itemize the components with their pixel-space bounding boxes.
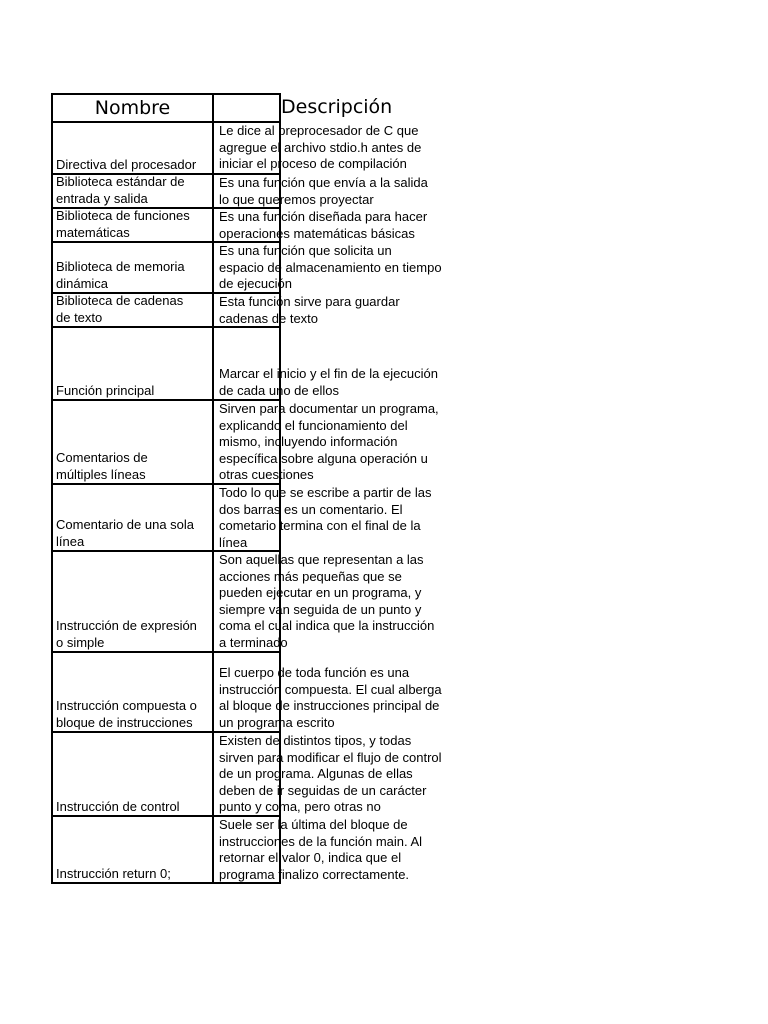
spreadsheet-table	[51, 93, 442, 884]
table-row	[51, 243, 442, 294]
row-description: Suele ser la última del bloque de instrucciones de la función main. Al retornar el valor 0, indica que el programa finalizo correctamente.	[219, 817, 423, 882]
table-header-row	[51, 93, 393, 123]
row-name-text: Comentarios de múltiples líneas	[56, 450, 148, 482]
row-name	[53, 123, 214, 173]
row-description: Son aquellas que representan a las acciones más pequeñas que se pueden ejecutar en un programa, y siempre van seguida de un punto y coma el cual indica que la instrucción a terminado	[219, 552, 435, 650]
table-row	[51, 485, 432, 552]
row-name	[53, 294, 214, 326]
row-name-text: Biblioteca de memoria dinámica	[56, 259, 185, 291]
table-row	[51, 123, 422, 175]
table-row	[51, 401, 439, 485]
row-description: El cuerpo de toda función es una instrucción compuesta. El cual alberga al bloque de instrucciones principal de un programa escrito	[219, 665, 442, 730]
row-name	[53, 175, 214, 207]
row-name	[53, 817, 214, 882]
row-description: Es una función que solicita un espacio de almacenamiento en tiempo de ejecución	[219, 243, 442, 291]
row-name-text: Comentario de una sola línea	[56, 517, 195, 549]
row-name	[53, 243, 214, 292]
row-name-text: Instrucción de control	[56, 798, 180, 814]
row-name-text: Función principal	[56, 382, 155, 398]
table-row	[51, 328, 438, 401]
row-description: Todo lo que se escribe a partir de las dos barras es un comentario. El cometario termina con el final de la línea	[219, 485, 432, 550]
row-name-text: Biblioteca estándar de entrada y salida	[56, 174, 185, 206]
header-description: Descripción	[281, 96, 393, 118]
row-name-text: Directiva del procesador	[56, 156, 197, 172]
table-row	[51, 733, 442, 817]
table-row	[51, 817, 423, 884]
row-name	[53, 209, 214, 241]
table-row	[51, 293, 400, 328]
row-name	[53, 401, 214, 483]
row-description: Le dice al preprocesador de C que agregue el archivo stdio.h antes de iniciar el proceso de compilación	[219, 123, 422, 171]
row-name-text: Instrucción compuesta o bloque de instrucciones	[56, 698, 197, 730]
row-description: Es una función que envía a la salida lo que queremos proyectar	[219, 175, 428, 207]
row-name	[53, 328, 214, 399]
row-description: Es una función diseñada para hacer operaciones matemáticas básicas	[219, 209, 428, 241]
table-row	[51, 208, 428, 243]
table-row	[51, 653, 442, 733]
row-description: Marcar el inicio y el fin de la ejecución de cada uno de ellos	[219, 366, 438, 398]
row-name	[53, 552, 214, 651]
row-name	[53, 653, 214, 731]
row-name-text: Biblioteca de funciones matemáticas	[56, 208, 190, 240]
row-name	[53, 485, 214, 550]
table-row	[51, 552, 435, 653]
row-name-text: Biblioteca de cadenas de texto	[56, 293, 184, 325]
row-description: Existen de distintos tipos, y todas sirven para modificar el flujo de control de un programa. Algunas de ellas deben de ir seguidas de un carácter punto y coma, pero otras no	[219, 733, 442, 814]
header-name: Nombre	[53, 95, 214, 121]
row-description: Sirven para documentar un programa, explicando el funcionamiento del mismo, incluyendo información específica sobre alguna operación u otras cuestiones	[219, 401, 439, 482]
row-name-text: Instrucción de expresión o simple	[56, 618, 197, 650]
row-description: Esta función sirve para guardar cadenas de texto	[219, 294, 400, 326]
row-name-text: Instrucción return 0;	[56, 865, 171, 881]
table-row	[51, 174, 428, 209]
row-name	[53, 733, 214, 815]
